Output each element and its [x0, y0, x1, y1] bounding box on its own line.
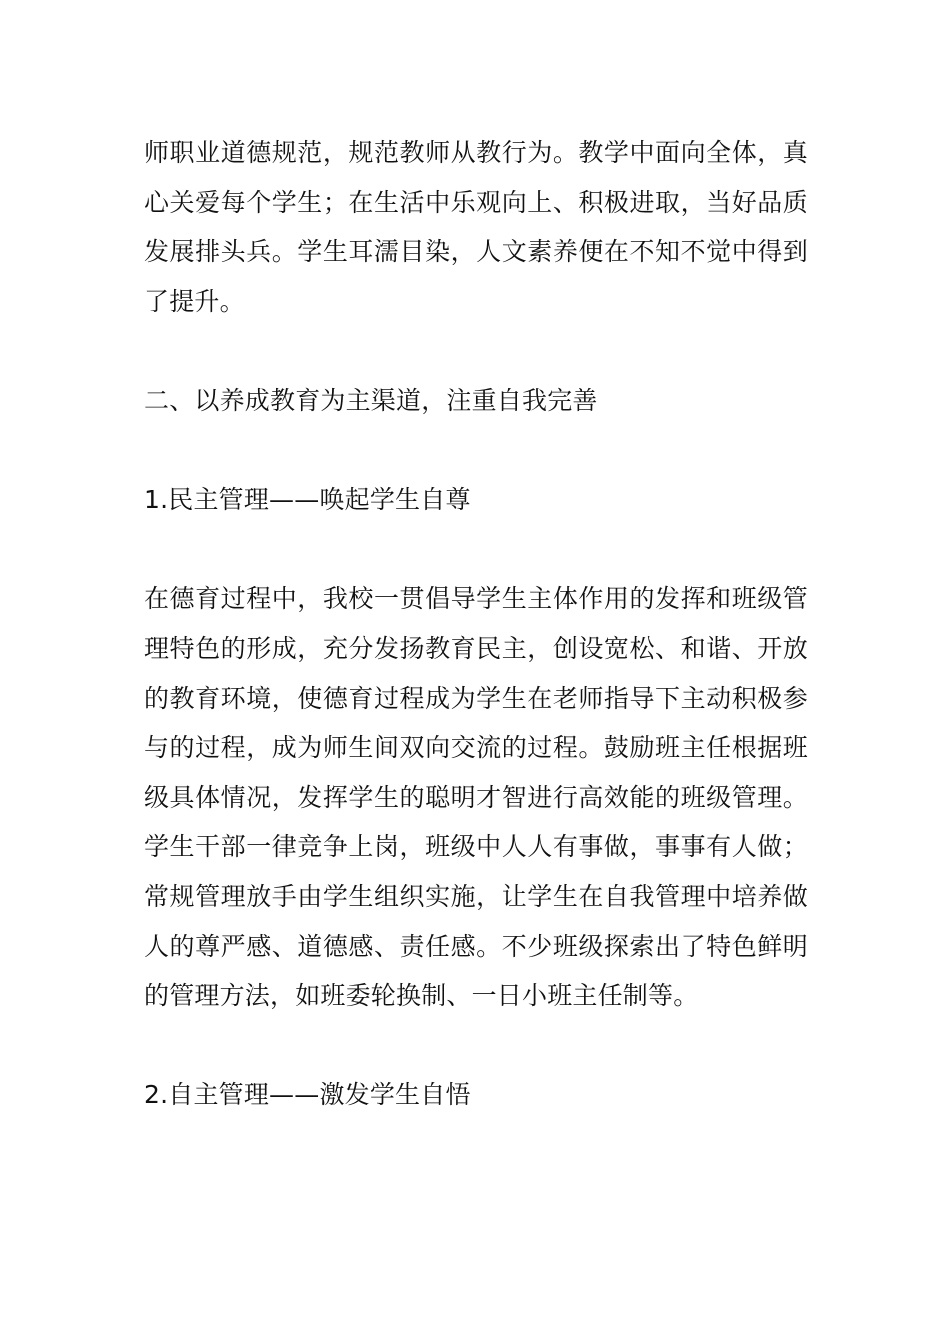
paragraph-gap [144, 326, 808, 376]
paragraph-gap [144, 1021, 808, 1071]
paragraph-gap [144, 525, 808, 575]
section-heading-two: 二、以养成教育为主渠道，注重自我完善 [144, 385, 598, 415]
paragraph-moral-education: 在德育过程中，我校一贯倡导学生主体作用的发挥和班级管理特色的形成，充分发扬教育民主，创设宽松、和谐、开放的教育环境，使德育过程成为学生在老师指导下主动积极参与的过程，成为师生间双向交流的过程。鼓励班主任根据班级具体情况，发挥学生的聪明才智进行高效能的班级管理。学生干部一律竞争上岗，班级中人人有事做，事事有人做；常规管理放手由学生组织实施，让学生在自我管理中培养做人的尊严感、道德感、责任感。不少班级探索出了特色鲜明的管理方法，如班委轮换制、一日小班主任制等。 [144, 584, 808, 1011]
paragraph-gap [144, 426, 808, 476]
subheading-self-management: 2.自主管理——激发学生自悟 [144, 1080, 471, 1110]
subheading-democratic-management: 1.民主管理——唤起学生自尊 [144, 485, 471, 515]
paragraph-teacher-ethics: 师职业道德规范，规范教师从教行为。教学中面向全体，真心关爱每个学生；在生活中乐观向上、积极进取，当好品质发展排头兵。学生耳濡目染，人文素养便在不知不觉中得到了提升。 [144, 138, 808, 316]
document-body [144, 128, 808, 1120]
